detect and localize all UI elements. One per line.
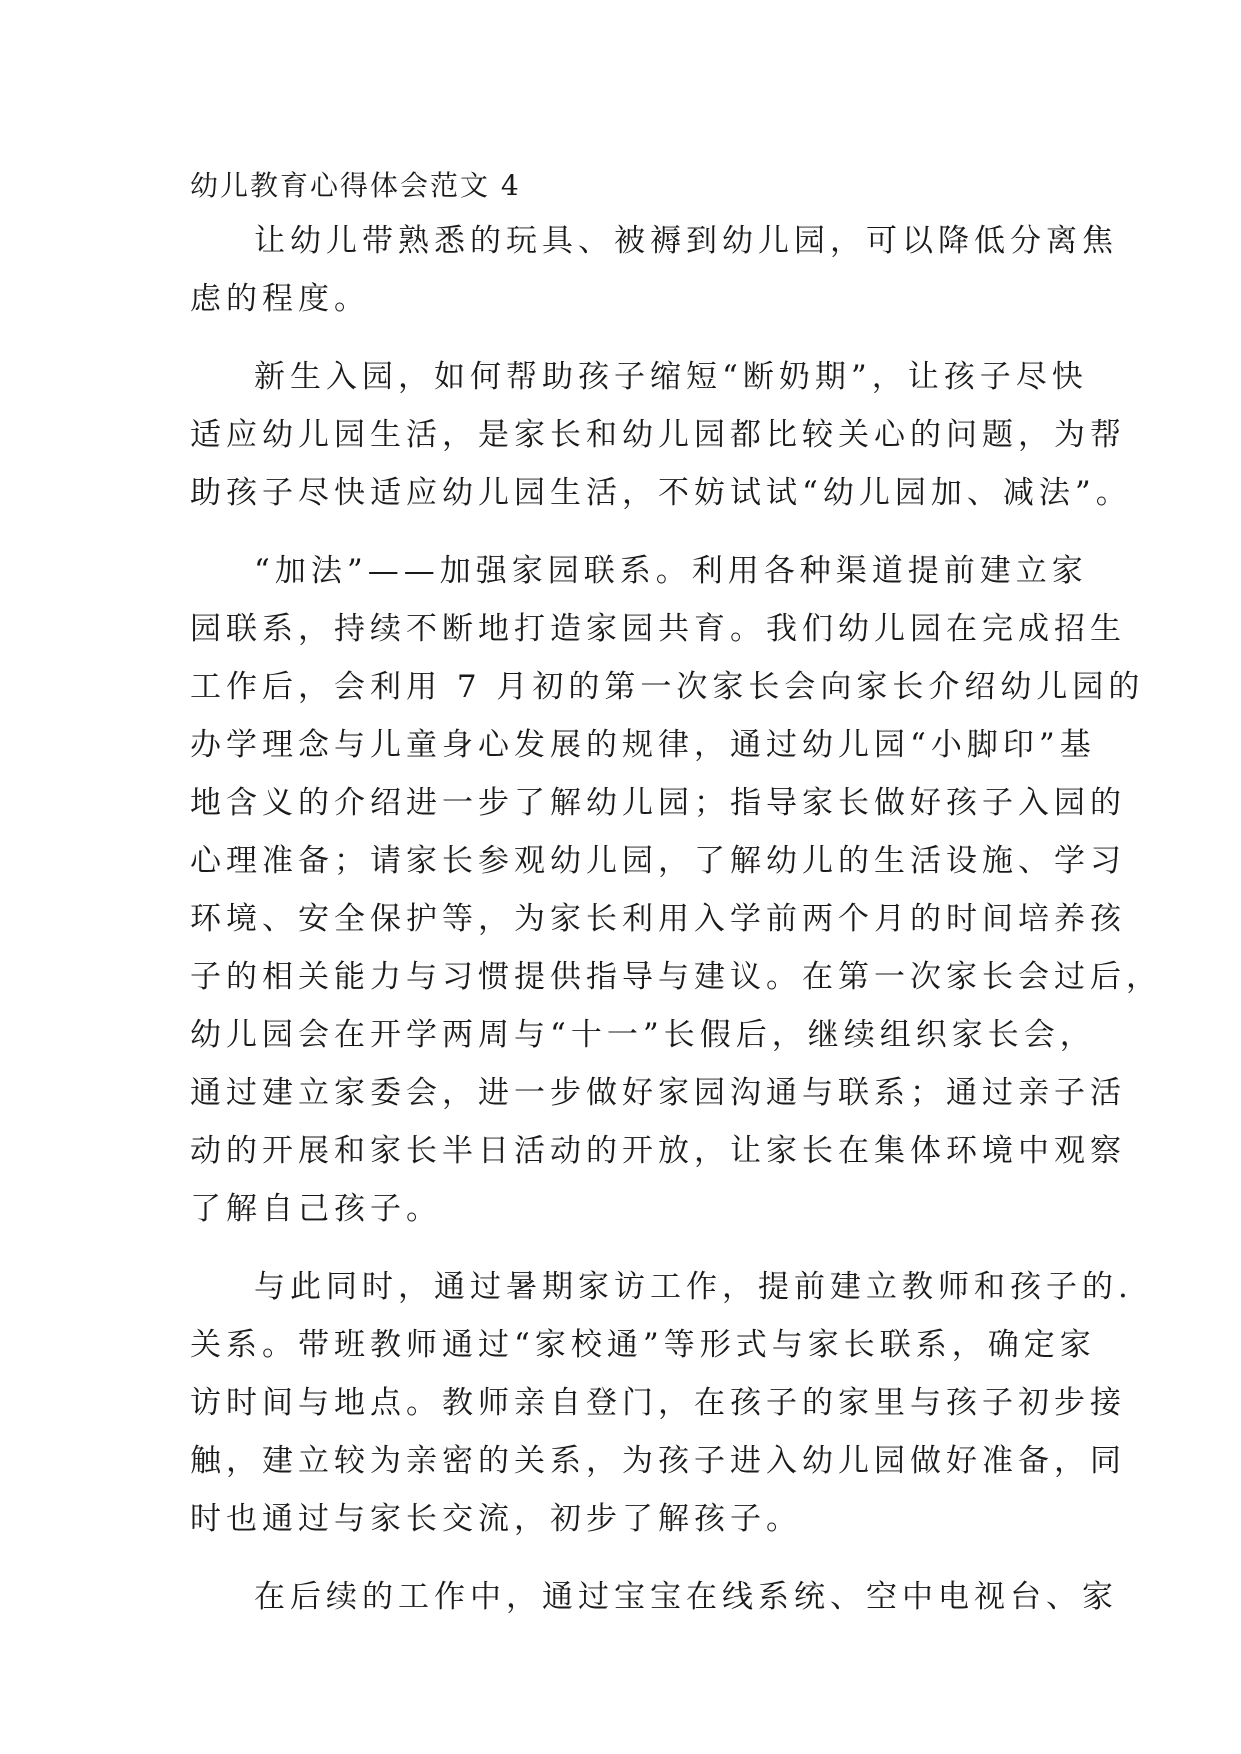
paragraph-line: 助孩子尽快适应幼儿园生活，不妨试试“幼儿园加、减法”。: [190, 475, 1132, 511]
paragraph-first-line: 新生入园，如何帮助孩子缩短“断奶期”，让孩子尽快: [254, 359, 1088, 395]
paragraph-line: 环境、安全保护等，为家长利用入学前两个月的时间培养孩: [190, 901, 1126, 937]
paragraph: [190, 212, 1118, 328]
paragraph-line: 幼儿园会在开学两周与“十一”长假后，继续组织家长会，: [190, 1017, 1096, 1053]
paragraph-first-line: 让幼儿带熟悉的玩具、被褥到幼儿园，可以降低分离焦: [254, 223, 1118, 259]
paragraph-line: 通过建立家委会，进一步做好家园沟通与联系；通过亲子活: [190, 1075, 1126, 1111]
paragraph-line: 动的开展和家长半日活动的开放，让家长在集体环境中观察: [190, 1133, 1126, 1169]
paragraph-line: 触，建立较为亲密的关系，为孩子进入幼儿园做好准备，同: [190, 1443, 1126, 1479]
paragraph-line: 访时间与地点。教师亲自登门，在孩子的家里与孩子初步接: [190, 1385, 1126, 1421]
paragraph-first-line: “加法”——加强家园联系。利用各种渠道提前建立家: [254, 553, 1088, 589]
paragraph-line: 适应幼儿园生活，是家长和幼儿园都比较关心的问题，为帮: [190, 417, 1126, 453]
paragraph-line: 了解自己孩子。: [190, 1191, 442, 1227]
paragraph: [190, 348, 1132, 522]
document-title: 幼儿教育心得体会范文 4: [190, 169, 521, 202]
paragraph: [190, 542, 1162, 1238]
paragraph-line: 地含义的介绍进一步了解幼儿园；指导家长做好孩子入园的: [190, 785, 1126, 821]
paragraph-first-line: 与此同时，通过暑期家访工作，提前建立教师和孩子的.: [254, 1269, 1133, 1305]
paragraph-line: 办学理念与儿童身心发展的规律，通过幼儿园“小脚印”基: [190, 727, 1096, 763]
paragraph-line: 关系。带班教师通过“家校通”等形式与家长联系，确定家: [190, 1327, 1096, 1363]
document-body: [190, 160, 1162, 1626]
paragraph-line: 子的相关能力与习惯提供指导与建议。在第一次家长会过后，: [190, 959, 1162, 995]
paragraph-first-line: 在后续的工作中，通过宝宝在线系统、空中电视台、家: [254, 1579, 1118, 1615]
paragraph: [190, 1568, 1118, 1626]
paragraph: [190, 1258, 1133, 1548]
paragraph-line: 时也通过与家长交流，初步了解孩子。: [190, 1501, 802, 1537]
paragraph-line: 心理准备；请家长参观幼儿园，了解幼儿的生活设施、学习: [190, 843, 1126, 879]
paragraph-list: [190, 212, 1162, 1626]
paragraph-line: 虑的程度。: [190, 281, 370, 317]
paragraph-line: 工作后，会利用 7 月初的第一次家长会向家长介绍幼儿园的: [190, 669, 1145, 705]
paragraph-line: 园联系，持续不断地打造家园共育。我们幼儿园在完成招生: [190, 611, 1126, 647]
